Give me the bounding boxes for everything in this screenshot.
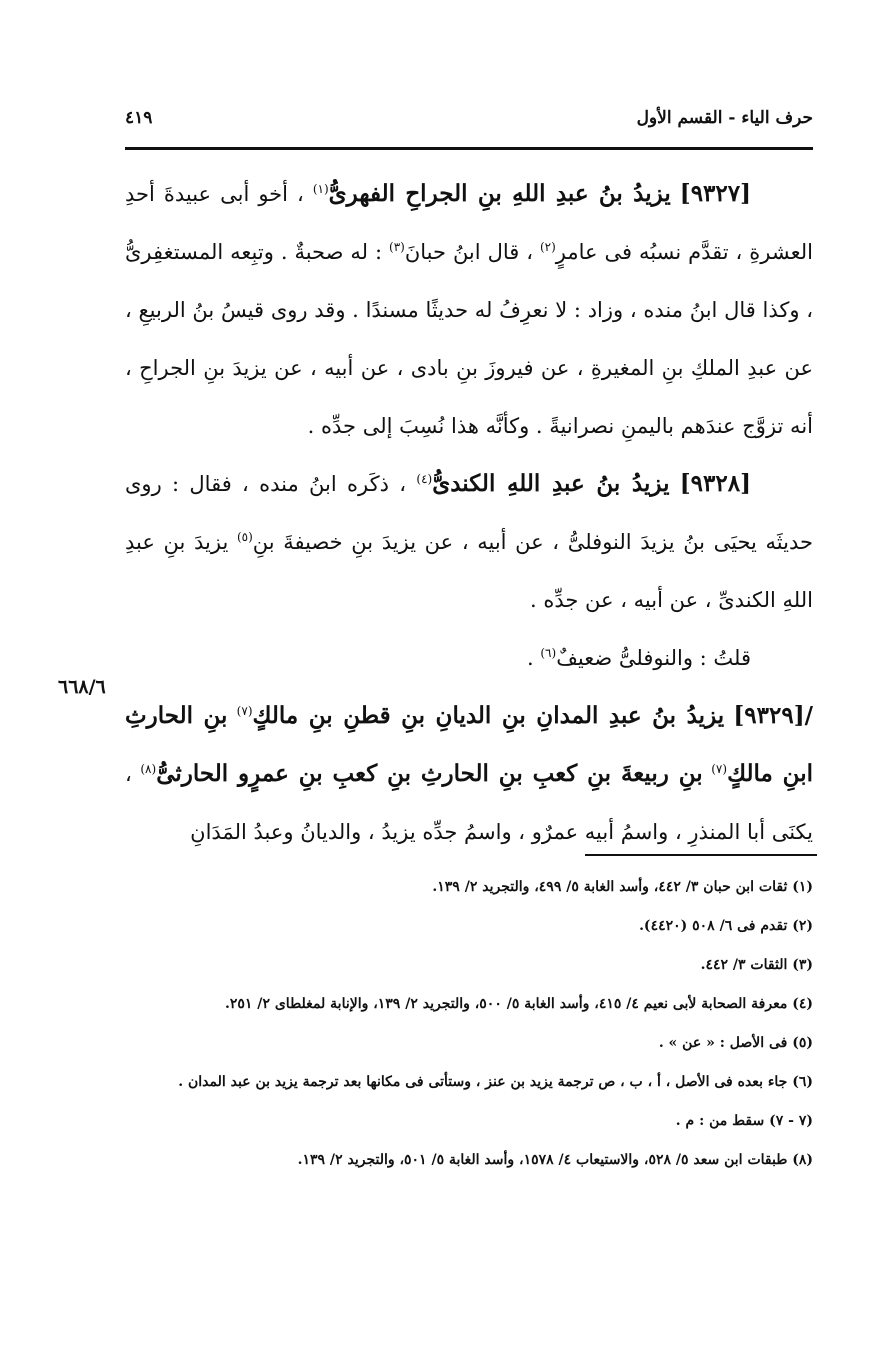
footnote: (٥) فى الأصل : « عن » .	[658, 1035, 813, 1051]
footnote: (٣) الثقات ٣/ ٤٤٢.	[700, 957, 813, 973]
footnote-ref: (٨)	[140, 762, 157, 776]
entry-name: يزيدُ بنُ عبدِ اللهِ الكندىُّ	[432, 470, 670, 497]
entry-text: : له صحبةٌ . وتبِعه المستغفِرىُّ ، وكذا قال ابنُ منده ، وزاد : لا نعرِفُ له حديثًا مسندًا . وقد روى قيسُ بنُ الربيعِ ، عن عبدِ الملكِ بنِ المغيرةِ ، عن فيروزَ بنِ بادى ، عن أبيه ، عن يزيدَ بنِ الجراحِ ، أنه تزوَّج عندَهم باليمنِ نصرانيةً . وكأنَّه هذا نُسِبَ إلى جدِّه .	[125, 240, 813, 438]
footnote-rule	[585, 854, 817, 856]
footnote: (٨) طبقات ابن سعد ٥/ ٥٢٨، والاستيعاب ٤/ ١٥٧٨، وأسد الغابة ٥/ ٥٠١، والتجريد ٢/ ١٣٩.	[297, 1152, 813, 1168]
entry-text: ، ذكَره ابنُ منده ، فقال : روى حديثَه يحيَى بنُ يزيدَ النوفلىُّ ، عن أبيه ، عن يزيدَ بنِ خصيفةَ بنِ	[125, 472, 813, 554]
entry-number: [٩٣٢٧]	[679, 180, 751, 207]
footnote-ref: (٧)	[236, 704, 253, 718]
running-header	[125, 98, 813, 138]
entry-name-cont: بنِ الحارثِ ابنِ مالكٍ	[125, 702, 813, 787]
header-rule	[125, 147, 813, 150]
entry-name-cont: بنِ ربيعةَ بنِ كعبِ بنِ الحارثِ بنِ كعبِ بنِ عمرٍو الحارثىُّ	[156, 760, 703, 787]
footnote: (١) ثقات ابن حبان ٣/ ٤٤٢، وأسد الغابة ٥/ ٤٩٩، والتجريد ٢/ ١٣٩.	[432, 879, 813, 895]
footnote-ref: (١)	[312, 182, 329, 196]
entry-text: ، يكنَى أبا المنذرِ ، واسمُ أبيه عمرٌو ، واسمُ جدِّه يزيدُ ، والديانُ وعبدُ المَدَانِ	[125, 762, 813, 844]
entry-name: يزيدُ بنُ عبدِ اللهِ بنِ الجراحِ الفهرىُّ	[328, 180, 671, 207]
footnote-ref: (٥)	[236, 530, 253, 544]
footnote: (٤) معرفة الصحابة لأبى نعيم ٤/ ٤١٥، وأسد الغابة ٥/ ٥٠٠، والتجريد ٢/ ١٣٩، والإنابة لمغلطاى ٢/ ٢٥١.	[225, 996, 813, 1012]
main-text	[125, 165, 813, 861]
entry-9327	[125, 165, 813, 455]
entry-9329	[125, 687, 813, 861]
footnote-ref: (٧)	[711, 762, 728, 776]
header-title: حرف الياء - القسم الأول	[636, 108, 813, 128]
author-comment-end: .	[526, 646, 534, 670]
entry-9328	[125, 455, 813, 629]
footnote: (٦) جاء بعده فى الأصل ، أ ، ب ، ص ترجمة يزيد بن عنز ، وستأتى فى مكانها بعد ترجمة يزيد بن عبد المدان .	[178, 1074, 813, 1090]
entry-text: يزيدَ بنِ عبدِ اللهِ الكندىِّ ، عن أبيه ، عن جدِّه .	[125, 530, 813, 612]
footnote-ref: (٦)	[540, 646, 557, 660]
margin-reference: ٦٦٨/٦	[58, 676, 106, 698]
author-comment: قلتُ : والنوفلىُّ ضعيفٌ	[556, 646, 751, 670]
footnotes	[125, 870, 813, 1182]
entry-number: /[٩٣٢٩]	[733, 702, 813, 729]
footnote-ref: (٤)	[416, 472, 433, 486]
footnote: (٧ - ٧) سقط من : م .	[675, 1113, 813, 1129]
page-number: ٤١٩	[125, 108, 153, 128]
author-note	[125, 629, 813, 687]
footnote-ref: (٢)	[539, 240, 556, 254]
entry-name: يزيدُ بنُ عبدِ المدانِ بنِ الديانِ بنِ قطنِ بنِ مالكٍ	[252, 702, 725, 729]
entry-text: ، قال ابنُ حبانَ	[404, 240, 533, 264]
entry-text: ، أخو أبى عبيدةَ أحدِ العشرةِ ، تقدَّم نسبُه فى عامرٍ	[125, 182, 813, 264]
footnote: (٢) تقدم فى ٦/ ٥٠٨ (٤٤٢٠).	[639, 918, 813, 934]
footnote-ref: (٣)	[389, 240, 405, 254]
entry-number: [٩٣٢٨]	[679, 470, 751, 497]
